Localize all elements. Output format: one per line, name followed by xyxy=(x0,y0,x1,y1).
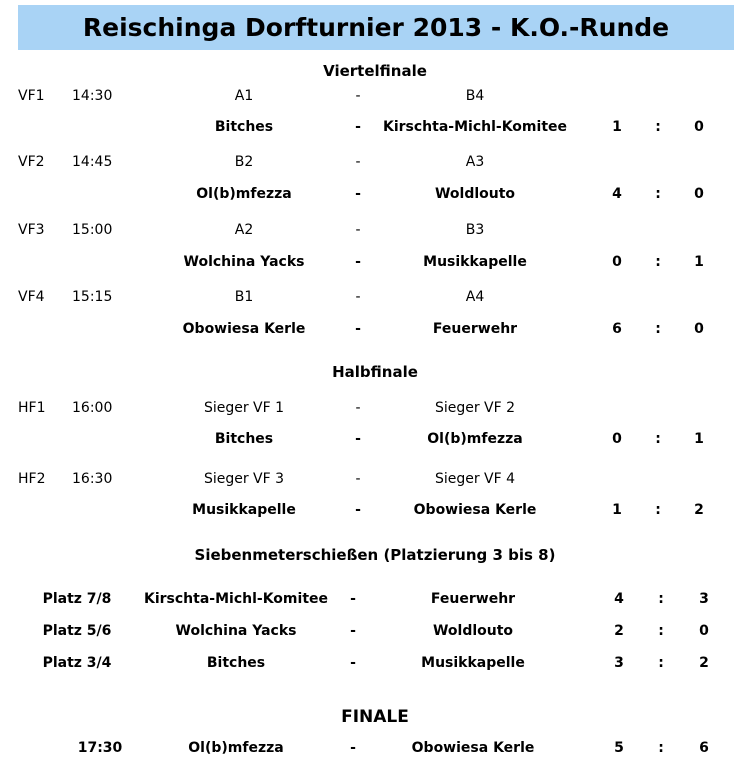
match-slots-row xyxy=(0,86,750,106)
final-time: 17:30 xyxy=(77,740,123,756)
slot-a: B2 xyxy=(234,154,254,170)
team-b: Woldlouto xyxy=(432,623,514,639)
match-code: HF1 xyxy=(18,400,46,416)
final-row xyxy=(0,738,750,758)
team-b: Musikkapelle xyxy=(421,655,525,671)
match-result-row xyxy=(0,184,750,204)
team-b: Ol(b)mfezza xyxy=(427,431,523,447)
separator: - xyxy=(355,222,361,238)
placement-row xyxy=(0,621,750,641)
match-time: 14:30 xyxy=(72,88,113,104)
slot-a: B1 xyxy=(234,289,254,305)
score-separator: : xyxy=(655,431,661,447)
score-a: 6 xyxy=(612,321,622,337)
separator: - xyxy=(355,88,361,104)
score-b: 0 xyxy=(694,119,704,135)
team-b: Obowiesa Kerle xyxy=(413,502,537,518)
separator: - xyxy=(350,623,356,639)
match-code: VF4 xyxy=(18,289,45,305)
team-b: Kirschta-Michl-Komitee xyxy=(383,119,567,135)
team-a: Ol(b)mfezza xyxy=(188,740,284,756)
section-viertelfinale: Viertelfinale xyxy=(323,62,427,80)
score-separator: : xyxy=(655,119,661,135)
score-a: 4 xyxy=(614,591,624,607)
match-result-row xyxy=(0,429,750,449)
separator: - xyxy=(350,740,356,756)
match-result-row xyxy=(0,252,750,272)
placement-row xyxy=(0,589,750,609)
score-a: 1 xyxy=(612,502,622,518)
match-result-row xyxy=(0,319,750,339)
match-slots-row xyxy=(0,469,750,489)
slot-a: Sieger VF 3 xyxy=(203,471,285,487)
match-slots-row xyxy=(0,398,750,418)
slot-b: B4 xyxy=(465,88,485,104)
match-code: VF3 xyxy=(18,222,45,238)
team-a: Ol(b)mfezza xyxy=(196,186,292,202)
score-separator: : xyxy=(658,623,664,639)
team-a: Bitches xyxy=(214,431,274,447)
score-a: 0 xyxy=(612,431,622,447)
slot-a: A1 xyxy=(234,88,254,104)
placement-row xyxy=(0,653,750,673)
score-separator: : xyxy=(655,502,661,518)
placement-label: Platz 7/8 xyxy=(42,591,112,607)
separator: - xyxy=(355,321,361,337)
score-a: 3 xyxy=(614,655,624,671)
team-a: Bitches xyxy=(206,655,266,671)
separator: - xyxy=(355,471,361,487)
separator: - xyxy=(350,591,356,607)
placement-label: Platz 5/6 xyxy=(42,623,112,639)
slot-a: Sieger VF 1 xyxy=(203,400,285,416)
team-a: Obowiesa Kerle xyxy=(182,321,306,337)
score-separator: : xyxy=(655,321,661,337)
team-a: Kirschta-Michl-Komitee xyxy=(144,591,328,607)
section-halbfinale: Halbfinale xyxy=(332,363,418,381)
score-b: 0 xyxy=(699,623,709,639)
score-b: 2 xyxy=(699,655,709,671)
match-time: 15:00 xyxy=(72,222,113,238)
score-b: 0 xyxy=(694,186,704,202)
separator: - xyxy=(355,502,361,518)
match-result-row xyxy=(0,500,750,520)
score-separator: : xyxy=(658,591,664,607)
placement-label: Platz 3/4 xyxy=(42,655,112,671)
score-b: 1 xyxy=(694,431,704,447)
score-separator: : xyxy=(655,254,661,270)
score-a: 4 xyxy=(612,186,622,202)
match-time: 14:45 xyxy=(72,154,113,170)
match-code: VF2 xyxy=(18,154,45,170)
score-a: 2 xyxy=(614,623,624,639)
score-b: 1 xyxy=(694,254,704,270)
separator: - xyxy=(350,655,356,671)
team-a: Wolchina Yacks xyxy=(183,254,305,270)
separator: - xyxy=(355,254,361,270)
match-time: 15:15 xyxy=(72,289,113,305)
team-b: Musikkapelle xyxy=(423,254,527,270)
separator: - xyxy=(355,119,361,135)
match-code: VF1 xyxy=(18,88,45,104)
section-finale: FINALE xyxy=(341,707,409,727)
match-time: 16:30 xyxy=(72,471,113,487)
score-a: 5 xyxy=(614,740,624,756)
match-result-row xyxy=(0,117,750,137)
section-siebenmeter: Siebenmeterschießen (Platzierung 3 bis 8) xyxy=(194,546,556,564)
slot-b: B3 xyxy=(465,222,485,238)
score-b: 0 xyxy=(694,321,704,337)
separator: - xyxy=(355,186,361,202)
match-code: HF2 xyxy=(18,471,46,487)
team-a: Musikkapelle xyxy=(192,502,296,518)
match-slots-row xyxy=(0,152,750,172)
match-slots-row xyxy=(0,220,750,240)
page-title: Reischinga Dorfturnier 2013 - K.O.-Runde xyxy=(18,5,734,50)
score-a: 1 xyxy=(612,119,622,135)
score-separator: : xyxy=(658,740,664,756)
score-a: 0 xyxy=(612,254,622,270)
separator: - xyxy=(355,400,361,416)
slot-b: A3 xyxy=(465,154,485,170)
match-time: 16:00 xyxy=(72,400,113,416)
score-separator: : xyxy=(658,655,664,671)
score-b: 3 xyxy=(699,591,709,607)
team-a: Bitches xyxy=(214,119,274,135)
separator: - xyxy=(355,289,361,305)
score-separator: : xyxy=(655,186,661,202)
score-b: 6 xyxy=(699,740,709,756)
slot-b: Sieger VF 4 xyxy=(434,471,516,487)
team-a: Wolchina Yacks xyxy=(175,623,297,639)
team-b: Feuerwehr xyxy=(430,591,516,607)
score-b: 2 xyxy=(694,502,704,518)
slot-b: Sieger VF 2 xyxy=(434,400,516,416)
match-slots-row xyxy=(0,287,750,307)
separator: - xyxy=(355,431,361,447)
slot-a: A2 xyxy=(234,222,254,238)
team-b: Woldlouto xyxy=(434,186,516,202)
slot-b: A4 xyxy=(465,289,485,305)
team-b: Feuerwehr xyxy=(432,321,518,337)
separator: - xyxy=(355,154,361,170)
team-b: Obowiesa Kerle xyxy=(411,740,535,756)
